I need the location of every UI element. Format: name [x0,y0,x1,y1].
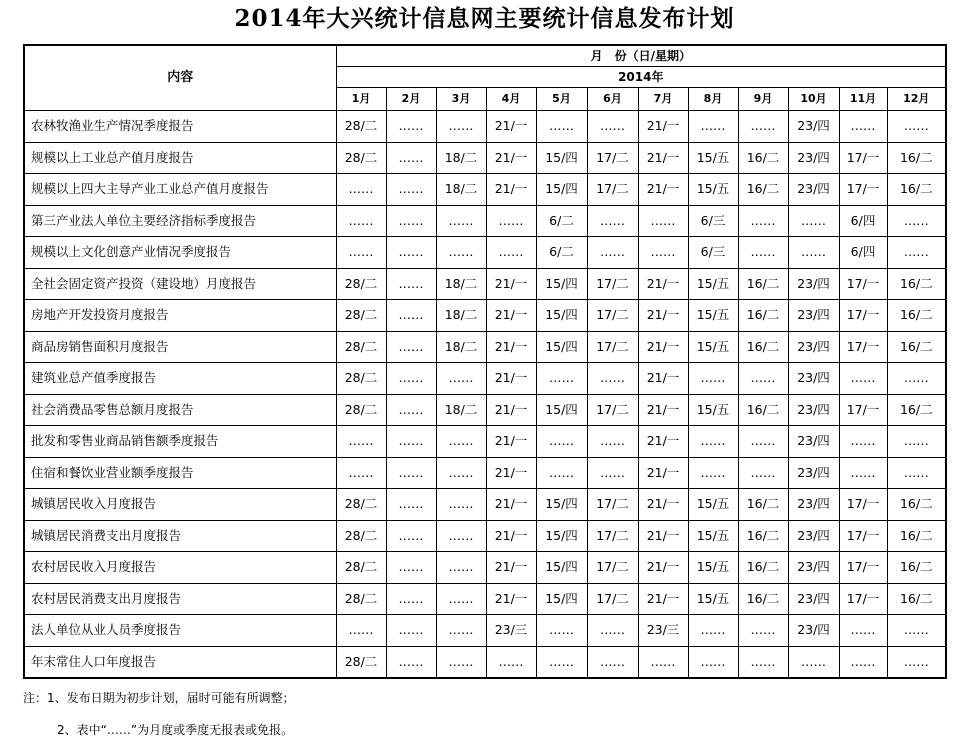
table-row [24,615,946,647]
report-name: 建筑业总产值季度报告 [24,363,336,395]
release-date-cell: …… [587,457,638,489]
release-date-cell: …… [386,457,436,489]
release-date-cell: 28/二 [336,552,386,584]
release-date-cell: …… [536,646,587,678]
release-date-cell: …… [738,111,788,143]
release-date-cell: …… [386,489,436,521]
release-date-cell: …… [436,205,486,237]
release-date-cell: …… [336,174,386,206]
release-date-cell: 17/二 [587,552,638,584]
release-date-cell: 16/二 [887,552,946,584]
release-date-cell: …… [688,426,738,458]
release-date-cell: …… [738,646,788,678]
release-date-cell: 15/四 [536,142,587,174]
release-date-cell: 21/一 [638,174,688,206]
release-date-cell: …… [386,426,436,458]
release-date-cell: …… [738,205,788,237]
release-date-cell: 18/二 [436,268,486,300]
release-date-cell: 23/三 [638,615,688,647]
release-date-cell: …… [486,205,536,237]
release-date-cell: 16/二 [738,394,788,426]
release-date-cell: 17/一 [839,489,887,521]
release-date-cell: …… [738,615,788,647]
release-date-cell: …… [436,457,486,489]
release-date-cell: 16/二 [887,174,946,206]
release-date-cell: …… [436,489,486,521]
release-date-cell: 21/一 [638,552,688,584]
table-row [24,268,946,300]
table-row [24,331,946,363]
release-date-cell: 21/一 [486,457,536,489]
release-date-cell: 6/三 [688,205,738,237]
release-date-cell: 6/四 [839,205,887,237]
release-date-cell: 16/二 [738,520,788,552]
report-name: 批发和零售业商品销售额季度报告 [24,426,336,458]
release-date-cell: …… [436,552,486,584]
note-2: 2、表中“……”为月度或季度无报表或免报。 [57,723,294,737]
release-date-cell: 17/一 [839,300,887,332]
release-date-cell: 16/二 [738,174,788,206]
release-date-cell: 23/四 [788,394,839,426]
release-date-cell: 16/二 [887,520,946,552]
release-date-cell: 21/一 [638,268,688,300]
release-date-cell: 18/二 [436,394,486,426]
release-date-cell: 28/二 [336,111,386,143]
release-date-cell: …… [536,615,587,647]
release-date-cell: 6/二 [536,205,587,237]
release-date-cell: 16/二 [887,489,946,521]
release-date-cell: 21/一 [486,394,536,426]
release-date-cell: …… [336,426,386,458]
release-date-cell: 15/五 [688,520,738,552]
release-date-cell: 6/三 [688,237,738,269]
release-date-cell: 17/二 [587,583,638,615]
release-date-cell: 15/四 [536,268,587,300]
report-name: 农村居民消费支出月度报告 [24,583,336,615]
release-date-cell: 15/五 [688,174,738,206]
release-date-cell: …… [688,363,738,395]
release-date-cell: 17/二 [587,394,638,426]
release-date-cell: …… [887,457,946,489]
release-date-cell: 15/五 [688,583,738,615]
release-date-cell: 23/四 [788,552,839,584]
release-date-cell: 16/二 [738,331,788,363]
release-date-cell: 17/二 [587,331,638,363]
report-name: 规模以上四大主导产业工业总产值月度报告 [24,174,336,206]
release-date-cell: …… [386,268,436,300]
table-row [24,394,946,426]
report-name: 农林牧渔业生产情况季度报告 [24,111,336,143]
release-date-cell: …… [486,237,536,269]
release-date-cell: …… [788,646,839,678]
release-date-cell: …… [386,331,436,363]
release-date-cell: …… [688,646,738,678]
month-header: 6月 [587,88,638,111]
report-name: 规模以上工业总产值月度报告 [24,142,336,174]
release-date-cell: …… [738,363,788,395]
release-date-cell: 21/一 [638,300,688,332]
release-date-cell: …… [638,205,688,237]
page-title: 2014年大兴统计信息网主要统计信息发布计划 [234,5,735,32]
month-header: 11月 [839,88,887,111]
release-date-cell: …… [587,111,638,143]
release-date-cell: 17/一 [839,142,887,174]
release-date-cell: …… [336,205,386,237]
release-date-cell: …… [887,615,946,647]
release-date-cell: 23/四 [788,142,839,174]
release-date-cell: 28/二 [336,363,386,395]
report-name: 社会消费品零售总额月度报告 [24,394,336,426]
report-name: 城镇居民收入月度报告 [24,489,336,521]
release-date-cell: 15/四 [536,300,587,332]
release-date-cell: …… [386,583,436,615]
month-header: 10月 [788,88,839,111]
table-row [24,552,946,584]
release-date-cell: 21/一 [638,363,688,395]
release-date-cell: 21/一 [486,300,536,332]
release-date-cell: 21/一 [486,363,536,395]
release-date-cell: 17/二 [587,300,638,332]
month-header: 3月 [436,88,486,111]
month-header: 12月 [887,88,946,111]
table-row [24,520,946,552]
release-date-cell: 21/一 [638,142,688,174]
table-row [24,426,946,458]
release-date-cell: 21/一 [486,520,536,552]
release-date-cell: 23/四 [788,520,839,552]
release-date-cell: 15/五 [688,300,738,332]
release-date-cell: …… [788,205,839,237]
release-date-cell: 21/一 [638,331,688,363]
release-date-cell: 15/四 [536,583,587,615]
release-date-cell: …… [688,615,738,647]
release-date-cell: 6/四 [839,237,887,269]
release-date-cell: …… [386,237,436,269]
release-date-cell: 23/三 [486,615,536,647]
month-header: 1月 [336,88,386,111]
table-row [24,174,946,206]
release-date-cell: …… [386,205,436,237]
release-date-cell: …… [436,583,486,615]
release-date-cell: 15/四 [536,174,587,206]
release-date-cell: 16/二 [887,300,946,332]
release-date-cell: 23/四 [788,615,839,647]
release-date-cell: …… [587,615,638,647]
release-date-cell: …… [839,457,887,489]
month-group-header: 月 份（日/星期） [336,45,946,67]
release-date-cell: …… [436,111,486,143]
release-date-cell: …… [386,552,436,584]
release-date-cell: 16/二 [887,268,946,300]
release-date-cell: 21/一 [486,142,536,174]
release-date-cell: 17/二 [587,142,638,174]
release-date-cell: …… [839,426,887,458]
month-header: 5月 [536,88,587,111]
release-date-cell: …… [887,646,946,678]
release-date-cell: 28/二 [336,331,386,363]
release-date-cell: 21/一 [486,552,536,584]
release-date-cell: 16/二 [738,268,788,300]
release-date-cell: 21/一 [486,489,536,521]
release-date-cell: …… [386,174,436,206]
month-header: 9月 [738,88,788,111]
release-date-cell: …… [386,142,436,174]
release-date-cell: 21/一 [638,583,688,615]
report-name: 规模以上文化创意产业情况季度报告 [24,237,336,269]
release-date-cell: 17/一 [839,520,887,552]
release-date-cell: …… [738,426,788,458]
note-1: 注：1、发布日期为初步计划，届时可能有所调整； [23,691,295,705]
release-date-cell: 16/二 [738,583,788,615]
release-date-cell: …… [536,111,587,143]
release-date-cell: 23/四 [788,268,839,300]
release-date-cell: …… [887,237,946,269]
release-date-cell: 21/一 [638,426,688,458]
release-date-cell: 28/二 [336,583,386,615]
release-date-cell: …… [386,300,436,332]
table-row [24,489,946,521]
release-date-cell: 6/二 [536,237,587,269]
release-date-cell: …… [536,363,587,395]
release-date-cell: 17/二 [587,489,638,521]
release-date-cell: …… [386,646,436,678]
month-header: 2月 [386,88,436,111]
release-date-cell: 16/二 [887,331,946,363]
table-row [24,111,946,143]
table-row [24,142,946,174]
release-date-cell: 23/四 [788,457,839,489]
release-date-cell: …… [386,111,436,143]
release-date-cell: 21/一 [486,583,536,615]
item-column-header: 内容 [24,45,336,111]
release-date-cell: 28/二 [336,489,386,521]
release-date-cell: 23/四 [788,426,839,458]
table-row [24,300,946,332]
release-date-cell: …… [386,363,436,395]
report-name: 城镇居民消费支出月度报告 [24,520,336,552]
release-date-cell: 21/一 [638,111,688,143]
report-name: 农村居民收入月度报告 [24,552,336,584]
release-date-cell: 23/四 [788,489,839,521]
release-date-cell: 23/四 [788,300,839,332]
release-date-cell: …… [688,457,738,489]
release-date-cell: 28/二 [336,646,386,678]
release-date-cell: 16/二 [738,489,788,521]
table-row [24,457,946,489]
release-date-cell: 23/四 [788,363,839,395]
release-date-cell: 17/一 [839,394,887,426]
release-date-cell: 21/一 [486,174,536,206]
release-date-cell: 16/二 [738,552,788,584]
release-date-cell: …… [386,520,436,552]
release-date-cell: …… [587,363,638,395]
release-date-cell: 21/一 [638,520,688,552]
release-date-cell: …… [336,237,386,269]
report-name: 商品房销售面积月度报告 [24,331,336,363]
release-date-cell: 21/一 [638,457,688,489]
release-date-cell: 18/二 [436,174,486,206]
release-date-cell: …… [436,615,486,647]
table-row [24,646,946,678]
release-date-cell: …… [839,363,887,395]
release-date-cell: 18/二 [436,300,486,332]
release-date-cell: 15/四 [536,331,587,363]
release-date-cell: 17/二 [587,268,638,300]
release-date-cell: …… [587,646,638,678]
release-date-cell: 21/一 [486,111,536,143]
report-name: 第三产业法人单位主要经济指标季度报告 [24,205,336,237]
release-date-cell: …… [436,520,486,552]
release-date-cell: 15/四 [536,489,587,521]
release-date-cell: 15/五 [688,552,738,584]
release-date-cell: 23/四 [788,174,839,206]
report-name: 年末常住人口年度报告 [24,646,336,678]
month-header: 4月 [486,88,536,111]
release-date-cell: …… [436,237,486,269]
release-date-cell: …… [386,394,436,426]
release-date-cell: …… [587,205,638,237]
release-date-cell: 28/二 [336,394,386,426]
release-date-cell: 16/二 [738,300,788,332]
report-name: 住宿和餐饮业营业额季度报告 [24,457,336,489]
release-date-cell: 16/二 [887,142,946,174]
year-header: 2014年 [336,67,946,88]
release-date-cell: 15/五 [688,489,738,521]
release-date-cell: 17/一 [839,331,887,363]
table-row [24,205,946,237]
month-header: 7月 [638,88,688,111]
report-name: 房地产开发投资月度报告 [24,300,336,332]
release-date-cell: 17/一 [839,552,887,584]
table-row [24,583,946,615]
release-date-cell: 15/五 [688,268,738,300]
release-date-cell: 28/二 [336,300,386,332]
release-date-cell: …… [436,426,486,458]
month-header: 8月 [688,88,738,111]
release-date-cell: …… [887,205,946,237]
release-date-cell: …… [587,237,638,269]
release-date-cell: 21/一 [486,268,536,300]
release-date-cell: 15/五 [688,331,738,363]
release-date-cell: …… [638,646,688,678]
release-date-cell: …… [386,615,436,647]
release-date-cell: …… [436,646,486,678]
release-date-cell: 17/二 [587,174,638,206]
report-name: 全社会固定资产投资（建设地）月度报告 [24,268,336,300]
release-date-cell: …… [887,426,946,458]
release-date-cell: …… [788,237,839,269]
release-date-cell: 17/二 [587,520,638,552]
report-name: 法人单位从业人员季度报告 [24,615,336,647]
release-date-cell: 21/一 [486,331,536,363]
release-date-cell: 23/四 [788,111,839,143]
release-date-cell: 16/二 [887,583,946,615]
release-date-cell: …… [887,111,946,143]
release-date-cell: 18/二 [436,142,486,174]
release-date-cell: 28/二 [336,520,386,552]
release-date-cell: …… [536,457,587,489]
release-date-cell: 15/五 [688,142,738,174]
release-date-cell: …… [336,457,386,489]
release-date-cell: …… [688,111,738,143]
table-row [24,363,946,395]
release-date-cell: 28/二 [336,268,386,300]
release-date-cell: 21/一 [638,394,688,426]
release-date-cell: …… [839,615,887,647]
release-date-cell: …… [638,237,688,269]
release-schedule-table [23,44,947,679]
release-date-cell: …… [839,111,887,143]
release-date-cell: …… [336,615,386,647]
release-date-cell: 15/四 [536,552,587,584]
release-date-cell: 21/一 [638,489,688,521]
release-date-cell: …… [536,426,587,458]
release-date-cell: 17/一 [839,268,887,300]
release-date-cell: 15/四 [536,394,587,426]
release-date-cell: 21/一 [486,426,536,458]
release-date-cell: …… [587,426,638,458]
release-date-cell: 16/二 [738,142,788,174]
release-date-cell: …… [486,646,536,678]
release-date-cell: …… [738,237,788,269]
release-date-cell: 15/五 [688,394,738,426]
release-date-cell: 28/二 [336,142,386,174]
release-date-cell: 18/二 [436,331,486,363]
release-date-cell: …… [839,646,887,678]
table-row [24,237,946,269]
release-date-cell: 17/一 [839,583,887,615]
release-date-cell: 17/一 [839,174,887,206]
release-date-cell: 15/四 [536,520,587,552]
release-date-cell: 23/四 [788,331,839,363]
release-date-cell: …… [436,363,486,395]
release-date-cell: 23/四 [788,583,839,615]
release-date-cell: 16/二 [887,394,946,426]
release-date-cell: …… [887,363,946,395]
release-date-cell: …… [738,457,788,489]
